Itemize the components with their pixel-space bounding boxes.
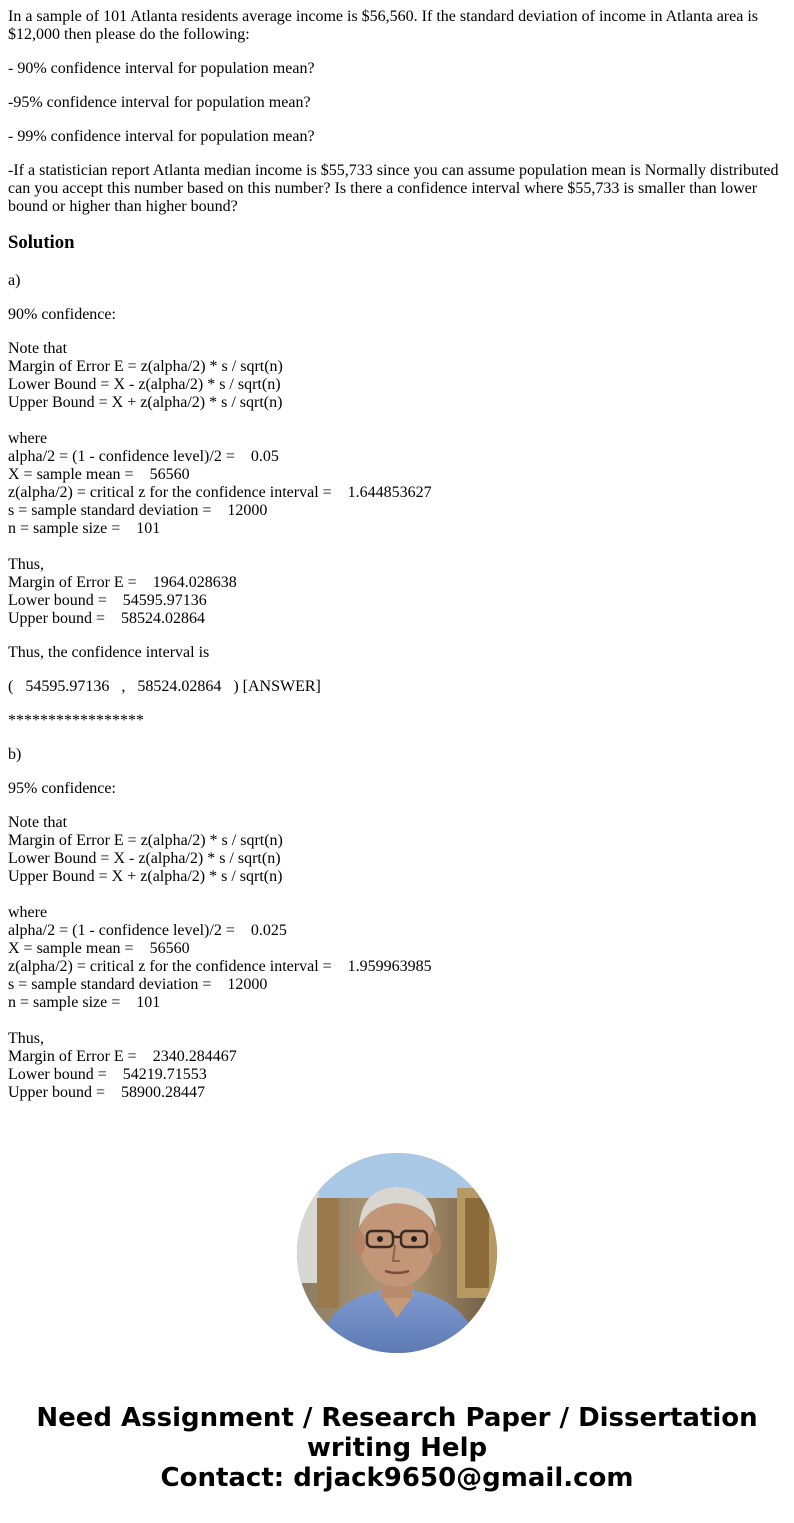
separator: ***************** <box>8 712 144 729</box>
param-line: z(alpha/2) = critical z for the confidence interval = 1.644853627 <box>8 484 432 501</box>
part-a-confidence: 90% confidence: <box>8 306 116 323</box>
param-line: s = sample standard deviation = 12000 <box>8 976 268 993</box>
param-line: n = sample size = 101 <box>8 994 161 1011</box>
contact-email: Contact: drjack9650@gmail.com <box>160 1463 634 1493</box>
part-b-label: b) <box>8 746 22 763</box>
question-item-90: - 90% confidence interval for population mean? <box>8 60 315 77</box>
document-body <box>8 8 786 1102</box>
question-item-95: -95% confidence interval for population mean? <box>8 94 311 111</box>
thus-label: Thus, <box>8 556 44 573</box>
param-line: alpha/2 = (1 - confidence level)/2 = 0.05 <box>8 448 279 465</box>
param-line: z(alpha/2) = critical z for the confidence interval = 1.959963985 <box>8 958 432 975</box>
result-line: Margin of Error E = 2340.284467 <box>8 1048 237 1065</box>
question-item-median: -If a statistician report Atlanta median income is $55,733 since you can assume population mean is Normally distributed can you accept this number based on this number? Is there a confidence interval where $55,733 is smaller than lower bound or higher than higher bound? <box>8 162 779 215</box>
question-item-99: - 99% confidence interval for population mean? <box>8 128 315 145</box>
note-label: Note that <box>8 340 68 357</box>
param-line: X = sample mean = 56560 <box>8 466 190 483</box>
question-block <box>8 8 786 216</box>
where-label: where <box>8 904 48 921</box>
solution-heading: Solution <box>8 232 75 253</box>
note-label: Note that <box>8 814 68 831</box>
formula-line: Lower Bound = X - z(alpha/2) * s / sqrt(n) <box>8 850 281 867</box>
formula-line: Margin of Error E = z(alpha/2) * s / sqrt(n) <box>8 832 283 849</box>
param-line: alpha/2 = (1 - confidence level)/2 = 0.025 <box>8 922 287 939</box>
result-line: Margin of Error E = 1964.028638 <box>8 574 237 591</box>
promo-line: writing Help <box>306 1433 488 1463</box>
formula-line: Margin of Error E = z(alpha/2) * s / sqrt(n) <box>8 358 283 375</box>
author-portrait-image <box>297 1153 497 1353</box>
param-line: s = sample standard deviation = 12000 <box>8 502 268 519</box>
interval-answer: ( 54595.97136 , 58524.02864 ) [ANSWER] <box>8 678 321 695</box>
param-line: X = sample mean = 56560 <box>8 940 190 957</box>
result-line: Lower bound = 54219.71553 <box>8 1066 207 1083</box>
part-b-confidence: 95% confidence: <box>8 780 116 797</box>
result-line: Lower bound = 54595.97136 <box>8 592 207 609</box>
part-a-label: a) <box>8 272 21 289</box>
part-b-work <box>8 814 786 1102</box>
result-line: Upper bound = 58524.02864 <box>8 610 206 627</box>
formula-line: Upper Bound = X + z(alpha/2) * s / sqrt(n) <box>8 394 283 411</box>
thus-label: Thus, <box>8 1030 44 1047</box>
interval-intro: Thus, the confidence interval is <box>8 644 210 661</box>
question-intro: In a sample of 101 Atlanta residents average income is $56,560. If the standard deviation of income in Atlanta area is $12,000 then please do the following: <box>8 8 758 43</box>
formula-line: Lower Bound = X - z(alpha/2) * s / sqrt(n) <box>8 376 281 393</box>
where-label: where <box>8 430 48 447</box>
param-line: n = sample size = 101 <box>8 520 161 537</box>
author-avatar <box>297 1153 497 1353</box>
formula-line: Upper Bound = X + z(alpha/2) * s / sqrt(n) <box>8 868 283 885</box>
promo-line: Need Assignment / Research Paper / Dissertation <box>36 1403 758 1433</box>
result-line: Upper bound = 58900.28447 <box>8 1084 206 1101</box>
part-a-work <box>8 340 786 628</box>
promo-footer <box>0 1403 794 1493</box>
